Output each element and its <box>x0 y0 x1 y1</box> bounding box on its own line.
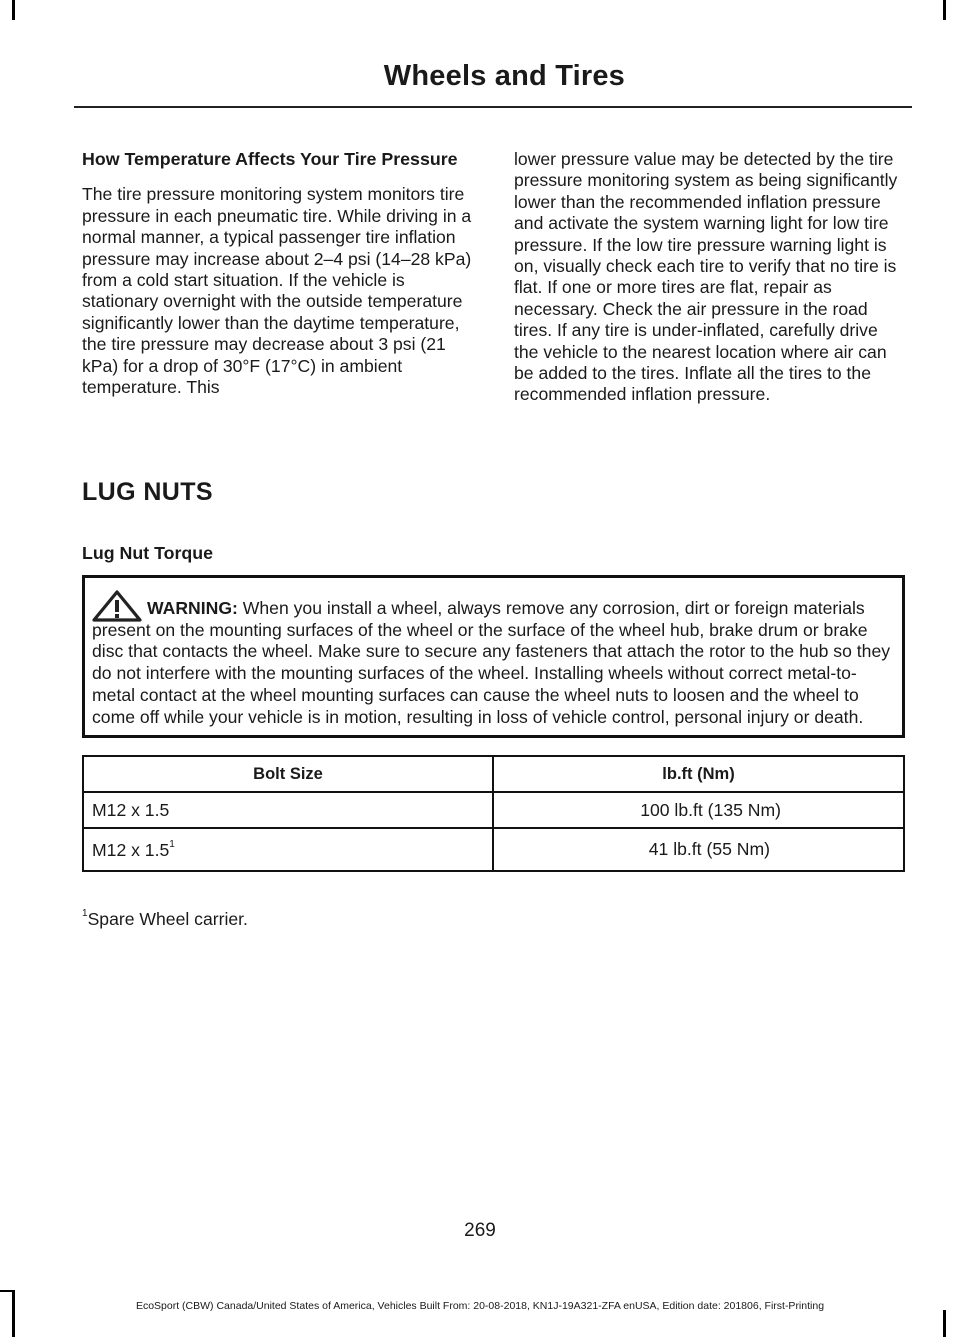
edition-footer: EcoSport (CBW) Canada/United States of America, Vehicles Built From: 20-08-2018, KN1J-19A321-ZFA enUSA, Edition date: 201806, First-Printing <box>135 1300 825 1312</box>
temperature-body-right: lower pressure value may be detected by the tire pressure monitoring system as being significantly lower than the recommended inflation pressure and activate the system warning light for low tire pressure. If the low tire pressure warning light is on, visually check each tire to verify that no tire is flat. If one or more tires are flat, repair as necessary. Check the air pressure in the road tires. If any tire is under-inflated, carefully drive the vehicle to the nearest location where air can be added to the tires. Inflate all the tires to the recommended inflation pressure. <box>514 149 898 405</box>
torque-table <box>82 755 905 872</box>
crop-mark-bottom-left-h <box>0 1290 15 1292</box>
table-cell-bolt-size <box>83 828 493 871</box>
table-row <box>83 828 904 871</box>
table-cell-torque: 100 lb.ft (135 Nm) <box>493 792 904 828</box>
crop-mark-top-right <box>943 0 946 20</box>
footnote-text: Spare Wheel carrier. <box>87 909 248 929</box>
temperature-heading: How Temperature Affects Your Tire Pressure <box>82 149 458 169</box>
warning-box <box>82 575 905 738</box>
subsection-title-lug-nut-torque: Lug Nut Torque <box>82 543 214 563</box>
warning-text <box>92 598 895 728</box>
crop-mark-top-left <box>12 0 15 20</box>
crop-mark-bottom-left <box>12 1290 15 1337</box>
column-header-bolt-size: Bolt Size <box>83 756 493 792</box>
crop-mark-bottom-right <box>943 1310 946 1337</box>
bolt-size-text: M12 x 1.5 <box>92 839 170 860</box>
temperature-body-left: The tire pressure monitoring system monitors tire pressure in each pneumatic tire. While driving in a normal manner, a typical passenger tire inflation pressure may increase about 2–4 psi (14–28 kPa) from a cold start situation. If the vehicle is stationary overnight with the outside temperature significantly lower than the daytime temperature, the tire pressure may decrease about 3 psi (21 kPa) for a drop of 30°F (17°C) in ambient temperature. This <box>82 184 472 398</box>
table-cell-bolt-size: M12 x 1.5 <box>83 792 493 828</box>
table-cell-torque: 41 lb.ft (55 Nm) <box>493 828 904 871</box>
column-header-torque: lb.ft (Nm) <box>493 756 904 792</box>
table-header-row <box>83 756 904 792</box>
header-divider <box>74 106 912 108</box>
left-column <box>82 149 474 398</box>
warning-triangle-icon <box>91 589 143 623</box>
page-title: Wheels and Tires <box>383 60 625 92</box>
footnote <box>82 908 248 930</box>
footnote-mark: 1 <box>82 908 88 919</box>
warning-label: WARNING: <box>147 598 238 618</box>
warning-body: When you install a wheel, always remove any corrosion, dirt or foreign materials present on the mounting surfaces of the wheel or the surface of the wheel hub, brake drum or brake disc that contacts the wheel. Make sure to secure any fasteners that attach the rotor to the hub so they do not interfere with the mounting surfaces of the wheel. Installing wheels without correct metal-to-metal contact at the wheel mounting surfaces can cause the wheel nuts to loosen and the wheel to come off while your vehicle is in motion, resulting in loss of vehicle control, personal injury or death. <box>92 598 891 727</box>
right-column <box>514 149 906 406</box>
footnote-marker: 1 <box>169 838 175 850</box>
section-title-lug-nuts: LUG NUTS <box>82 478 213 506</box>
page-number: 269 <box>464 1220 496 1241</box>
table-row <box>83 792 904 828</box>
